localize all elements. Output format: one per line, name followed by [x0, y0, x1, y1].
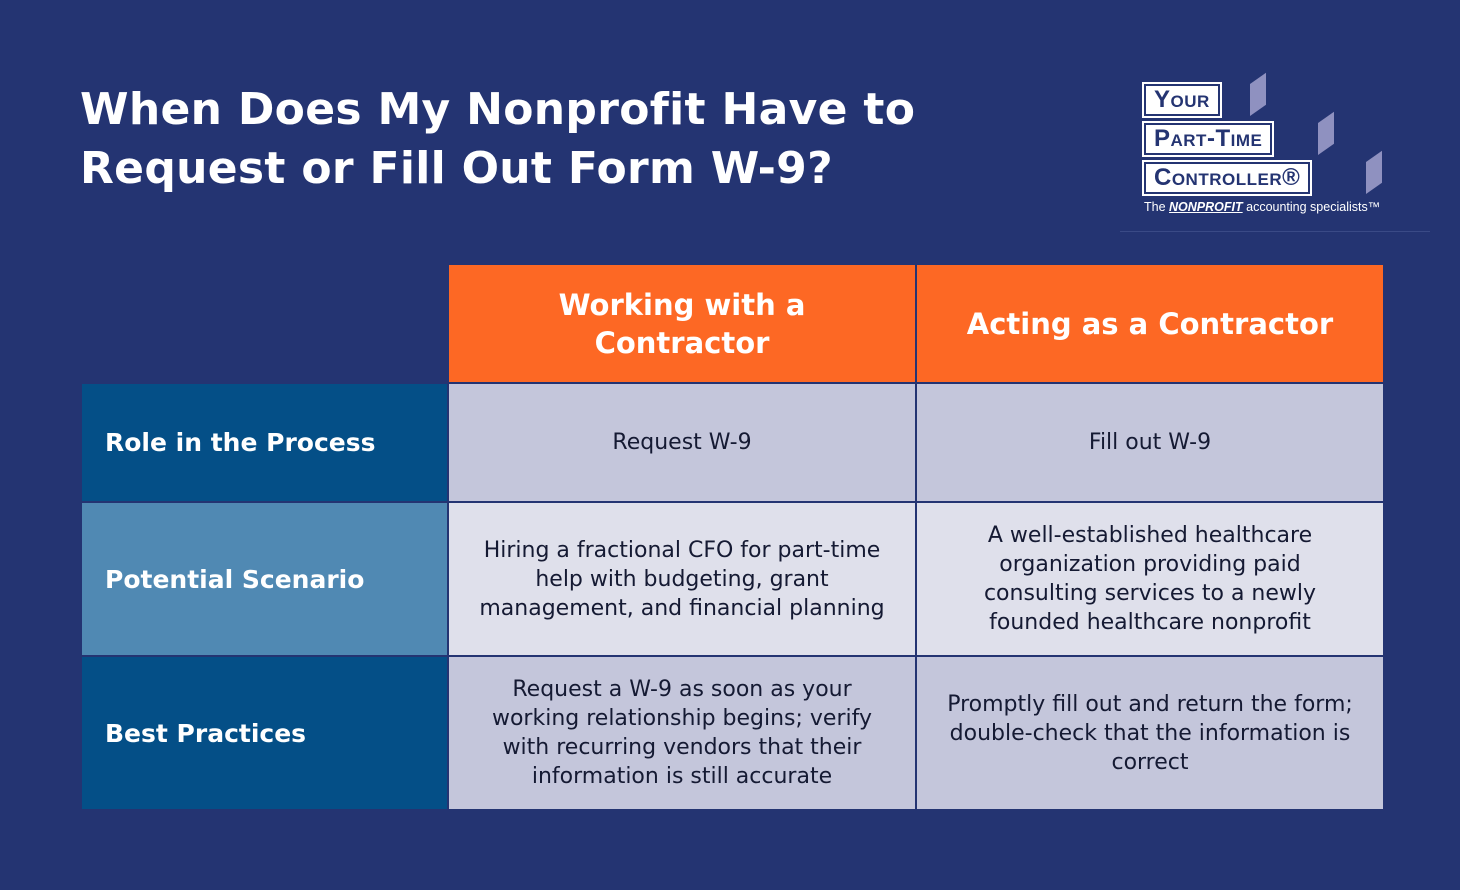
table-cell-role-acting: Fill out W-9 — [917, 384, 1383, 501]
page-title — [80, 80, 1040, 198]
table-cell-practices-working: Request a W-9 as soon as your working relationship begins; verify with recurring vendors that their information is still accurate — [449, 657, 915, 809]
logo-tab-decoration — [1366, 151, 1382, 194]
column-header-working-with-contractor: Working with a Contractor — [449, 265, 915, 382]
comparison-table — [82, 265, 1383, 809]
page-title-line-2: Request or Fill Out Form W-9? — [80, 143, 833, 194]
logo-tab-decoration — [1318, 112, 1334, 155]
table-cell-role-working: Request W-9 — [449, 384, 915, 501]
table-cell-scenario-acting: A well-established healthcare organization providing paid consulting services to a newly founded healthcare nonprofit — [917, 503, 1383, 655]
row-header-scenario: Potential Scenario — [82, 503, 447, 655]
table-cell-scenario-working: Hiring a fractional CFO for part-time help with budgeting, grant management, and financial planning — [449, 503, 915, 655]
logo-tagline — [1144, 200, 1380, 214]
logo-text-line-1: Your — [1144, 84, 1220, 116]
logo-tagline-prefix: The — [1144, 200, 1166, 214]
page-title-line-1: When Does My Nonprofit Have to — [80, 84, 916, 135]
table-corner — [82, 265, 447, 382]
table-cell-practices-acting: Promptly fill out and return the form; double-check that the information is correct — [917, 657, 1383, 809]
column-header-acting-as-contractor: Acting as a Contractor — [917, 265, 1383, 382]
logo-tab-decoration — [1250, 73, 1266, 116]
logo-text-line-3: Controller® — [1144, 162, 1310, 194]
logo-tagline-emphasis: NONPROFIT — [1169, 200, 1243, 214]
logo-tagline-suffix: accounting specialists™ — [1246, 200, 1381, 214]
logo-text-line-2: Part-Time — [1144, 123, 1272, 155]
row-header-role: Role in the Process — [82, 384, 447, 501]
company-logo — [1120, 70, 1440, 245]
row-header-best-practices: Best Practices — [82, 657, 447, 809]
logo-divider — [1120, 231, 1430, 232]
